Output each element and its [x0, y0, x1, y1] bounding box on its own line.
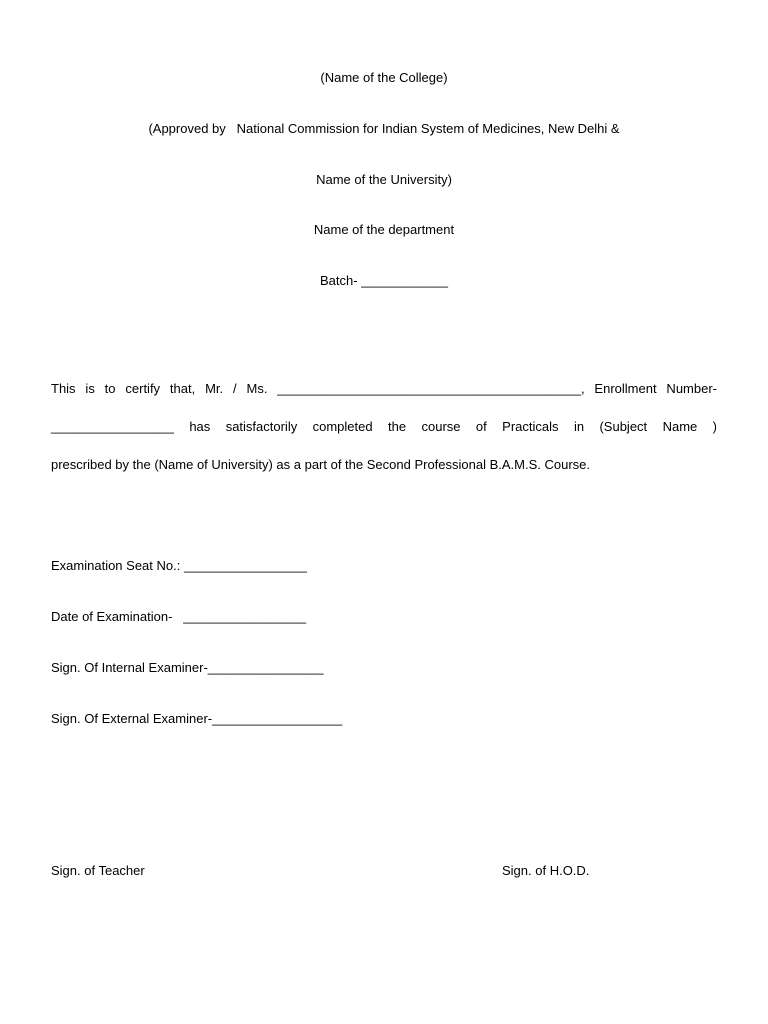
- department-name: Name of the department: [313, 222, 455, 237]
- college-name: (Name of the College): [320, 70, 448, 85]
- external-examiner-signature-field: Sign. Of External Examiner-__________________: [51, 711, 343, 726]
- certificate-text-line-2: _________________ has satisfactorily completed the course of Practicals in (Subject Name ): [51, 419, 717, 434]
- teacher-signature-label: Sign. of Teacher: [51, 863, 145, 878]
- internal-examiner-signature-field: Sign. Of Internal Examiner-________________: [51, 660, 324, 675]
- certificate-text-line-3: prescribed by the (Name of University) as a part of the Second Professional B.A.M.S. Course.: [51, 457, 591, 472]
- university-name: Name of the University): [316, 172, 452, 187]
- exam-seat-number-field: Examination Seat No.: _________________: [51, 558, 307, 573]
- batch-field: Batch- ____________: [320, 273, 448, 288]
- approval-line: (Approved by National Commission for Indian System of Medicines, New Delhi &: [148, 121, 620, 136]
- exam-date-field: Date of Examination- _________________: [51, 609, 307, 624]
- certificate-text-line-1: This is to certify that, Mr. / Ms. __________________________________________, Enrollment Number-: [51, 381, 717, 396]
- hod-signature-label: Sign. of H.O.D.: [502, 863, 590, 878]
